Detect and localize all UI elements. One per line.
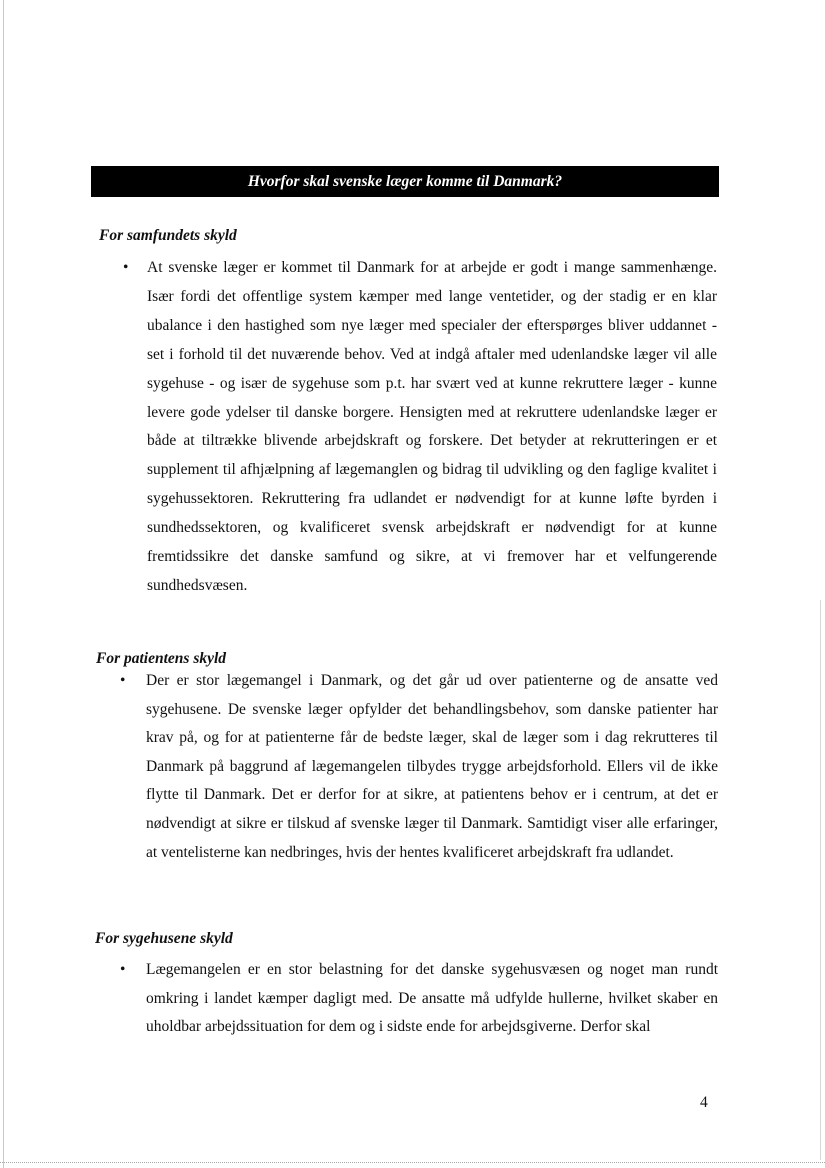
section-heading-samfundets: For samfundets skyld (99, 227, 237, 244)
section-paragraph-sygehusene: Lægemangelen er en stor belastning for det danske sygehusvæsen og noget man rundt omkring i landet kæmper dagligt med. De ansatte må udfylde hullerne, hvilket skaber en uholdbar arbejdssituation for dem og i sidste ende for arbejdsgiverne. Derfor skal (146, 961, 718, 1036)
section-heading-patientens: For patientens skyld (96, 650, 227, 667)
section-paragraph-samfundets: At svenske læger er kommet til Danmark for at arbejde er godt i mange sammenhænge. Især fordi det offentlige system kæmper med lange ventetider, og der stadig er en klar ubalance i den hastighed som nye læger med specialer der efterspørges bliver uddannet - set i forhold til det nuværende behov. Ved at indgå aftaler med udenlandske læger vil alle sygehuse - og især de sygehuse som p.t. har svært ved at kunne rekruttere læger - kunne levere gode ydelser til danske borgere. Hensigten med at rekruttere udenlandske læger er både at tiltrække blivende arbejdskraft og forskere. Det betyder at rekrutteringen er et supplement til afhjælpning af lægemanglen og bidrag til udvikling og den faglige kvalitet i sygehussektoren. Rekruttering fra udlandet er nødvendigt for at kunne løfte byrden i sundhedssektoren, og kvalificeret svensk arbejdskraft er nødvendigt for at kunne fremtidssikre det danske samfund og sikre, at vi fremover har et velfungerende sundhedsvæsen. (147, 259, 717, 594)
bullet-icon: • (120, 961, 126, 978)
section-paragraph-patientens: Der er stor lægemangel i Danmark, og det går ud over patienterne og de ansatte ved sygehusene. De svenske læger opfylder det behandlingsbehov, som danske patienter har krav på, og for at patienterne får de bedste læger, skal de læger som i dag rekrutteres til Danmark på baggrund af lægemangelen tilbydes trygge arbejdsforhold. Ellers vil de ikke flytte til Danmark. Det er derfor for at sikre, at patientens behov er i centrum, at det er nødvendigt at sikre er tilskud af svenske læger til Danmark. Samtidigt viser alle erfaringer, at ventelisterne kan nedbringes, hvis der hentes kvalificeret arbejdskraft fra udlandet. (146, 672, 718, 861)
bullet-icon: • (123, 259, 129, 276)
bullet-icon: • (120, 672, 126, 689)
scan-edge-bottom (0, 1162, 825, 1164)
title-banner (91, 166, 719, 197)
page-title: Hvorfor skal svenske læger komme til Danmark? (247, 173, 563, 190)
section-heading-sygehusene: For sygehusene skyld (95, 930, 233, 947)
scan-edge-left (3, 0, 4, 1168)
scan-edge-right (820, 600, 821, 1160)
page-number: 4 (700, 1094, 708, 1111)
